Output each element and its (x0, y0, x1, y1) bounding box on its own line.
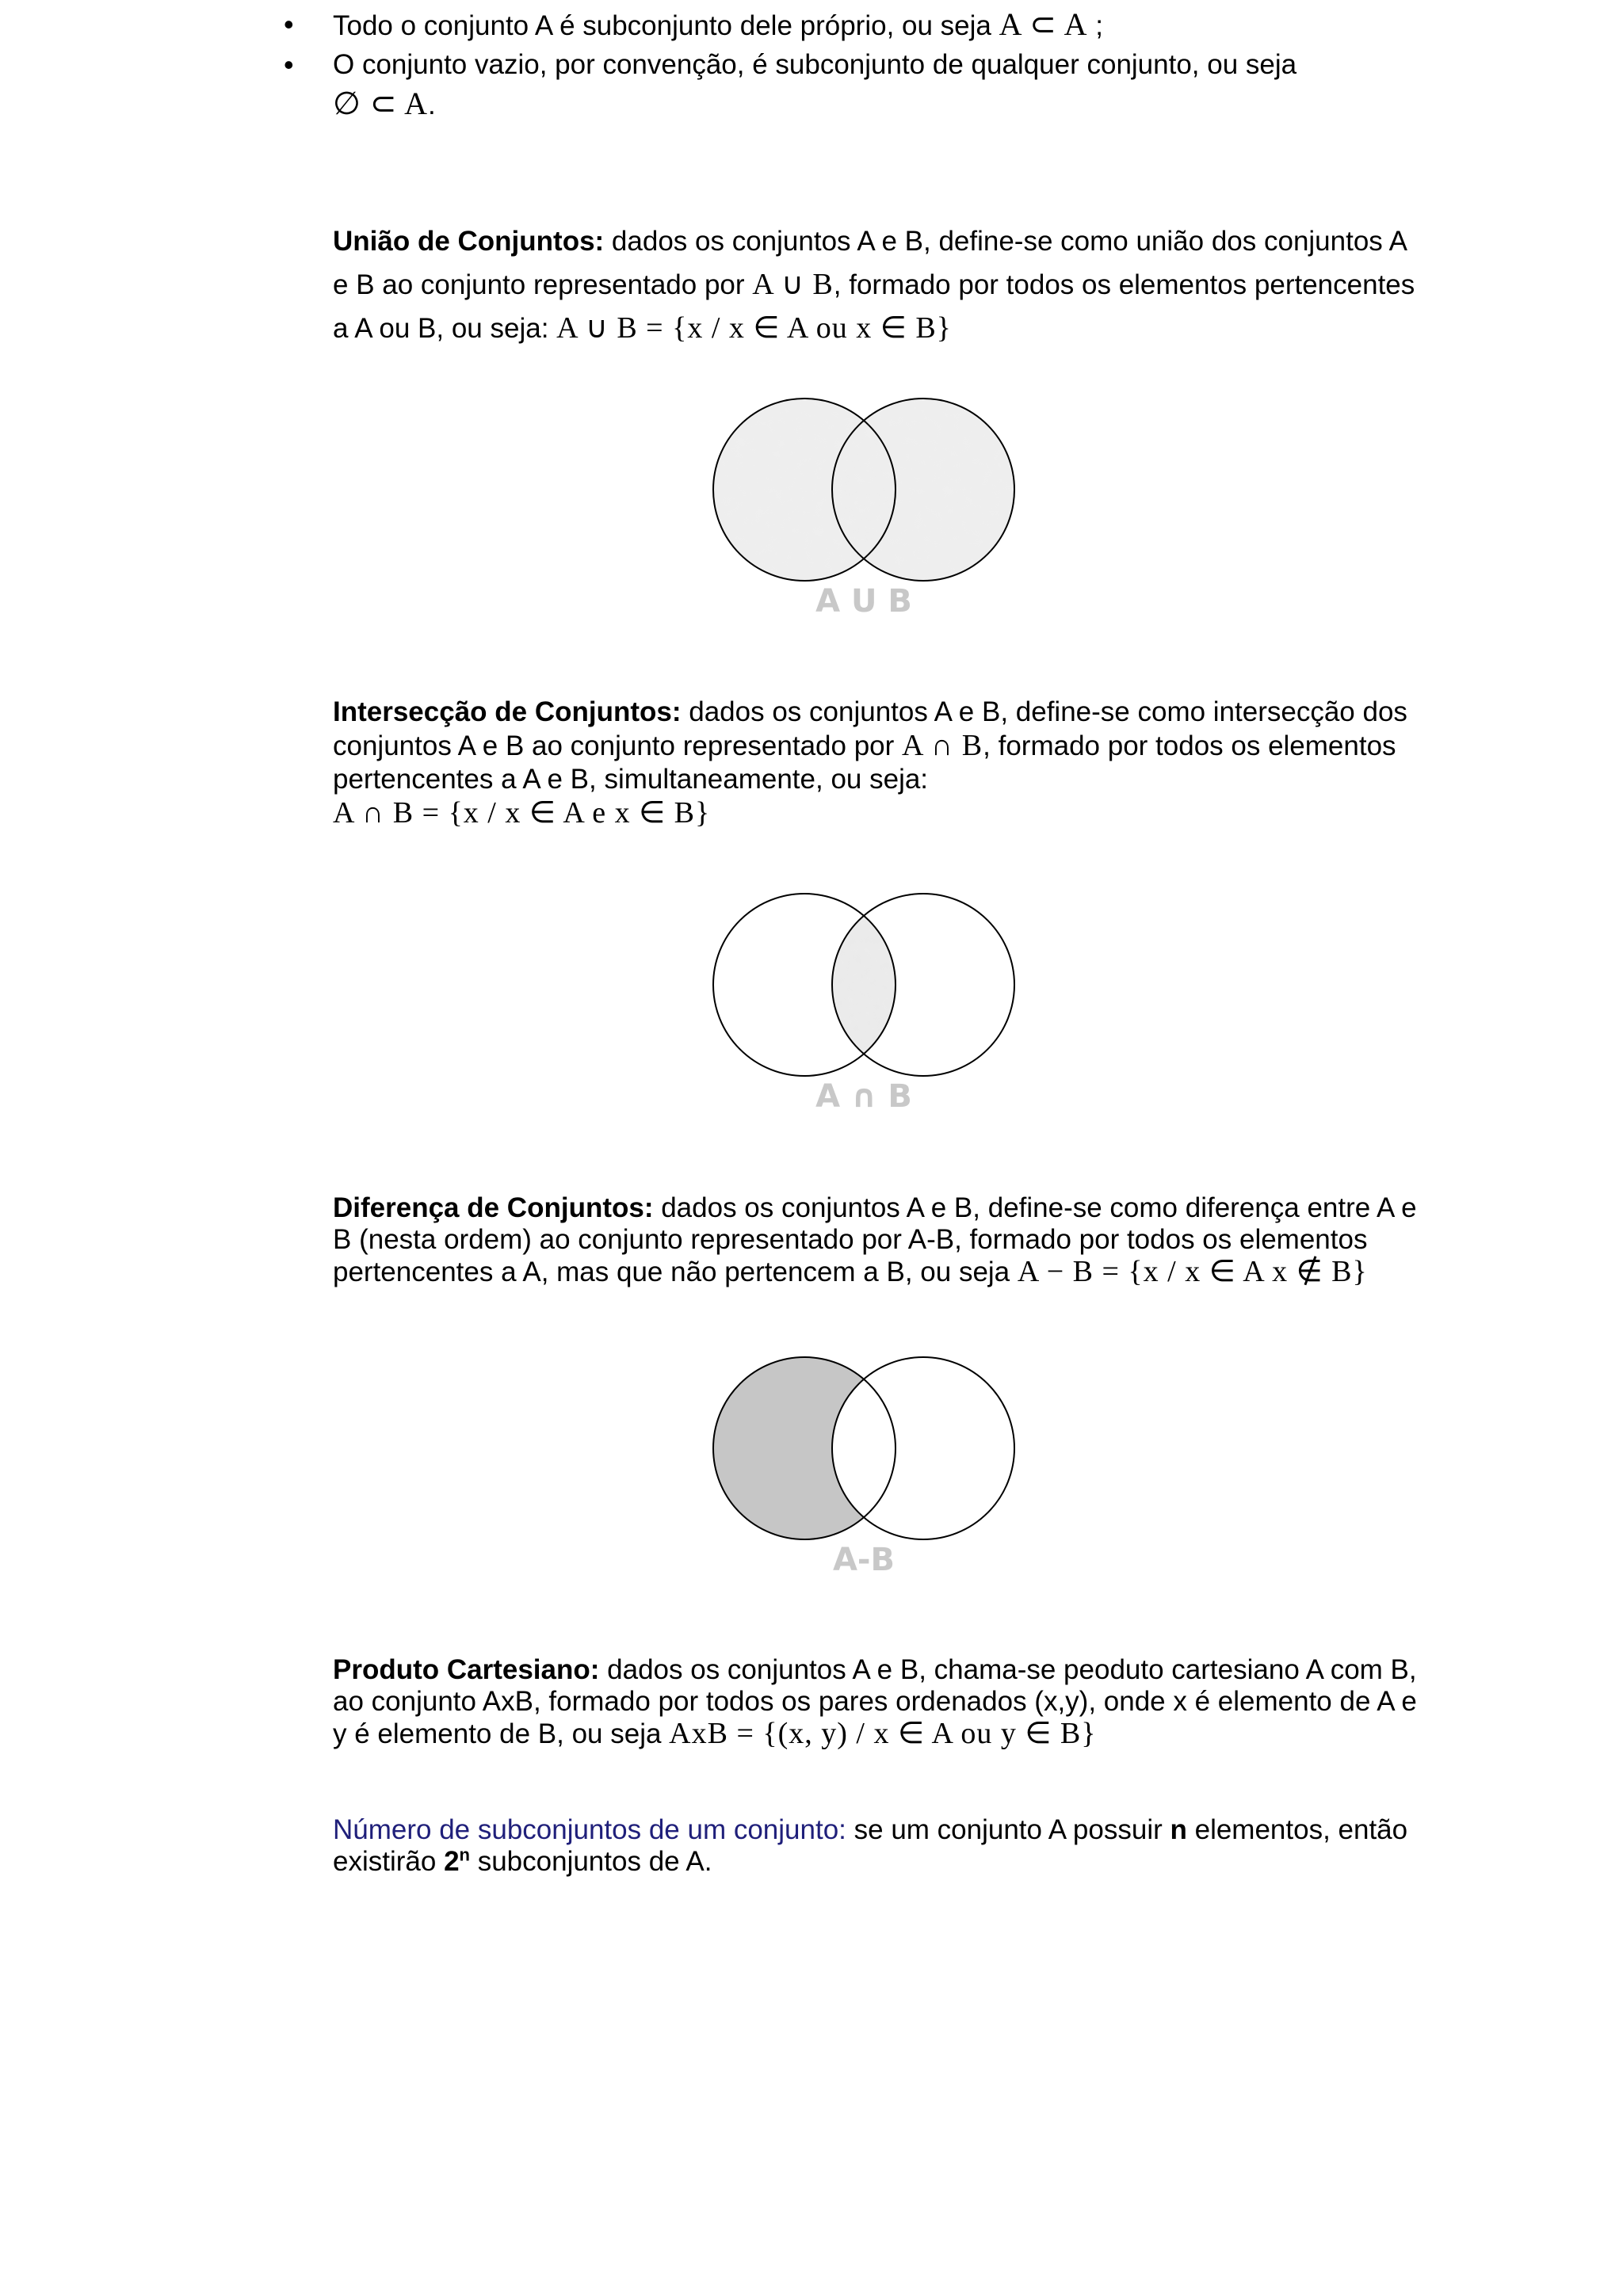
intersection-diagram-label: A ∩ B (815, 1078, 912, 1115)
intersection-fill (832, 894, 1014, 1076)
union-venn-diagram (705, 388, 1022, 634)
difference-text: dados os conjuntos A e B, define-se como diferença entre A e B (nesta ordem) ao conjunto representado por A-B, formado por todos os elementos pertencentes a A, mas que não pertencem a B, ou seja (333, 1192, 1417, 1287)
union-text: dados os conjuntos A e B, define-se como união dos conjuntos A e B ao conjunto representado por (333, 226, 1407, 300)
intersection-title: Intersecção de Conjuntos: (333, 696, 682, 727)
subsets-title: Número de subconjuntos de um conjunto: (333, 1814, 846, 1845)
difference-diagram-label: A-B (832, 1542, 896, 1578)
cartesian-text: dados os conjuntos A e B, chama-se peoduto cartesiano A com B, ao conjunto AxB, formado por todos os pares ordenados (x,y), onde x é elemento de A e y é elemento de B, ou seja (333, 1654, 1417, 1749)
difference-venn-diagram (705, 1347, 1022, 1592)
union-text-2: , formado por todos os elementos pertencentes a A ou B, ou seja: (333, 269, 1415, 344)
intersection-text-2: , formado por todos os elementos pertencentes a A e B, simultaneamente, ou seja: (333, 730, 1396, 795)
cartesian-formula: AxB = {(x, y) / x ∈ A ou y ∈ B} (669, 1717, 1097, 1750)
difference-formula: A − B = {x / x ∈ A x ∉ B} (1017, 1255, 1368, 1288)
subsets-text-3: subconjuntos de A. (469, 1846, 712, 1877)
formula-a-subset-a: A ⊂ A (999, 6, 1088, 42)
bullet-suffix: . (428, 90, 436, 120)
cartesian-title: Produto Cartesiano: (333, 1654, 600, 1685)
union-paragraph (333, 220, 1419, 350)
subsets-base: 2 (444, 1846, 460, 1877)
formula-empty-subset-a: ∅ ⊂ A (333, 86, 429, 121)
difference-title: Diferença de Conjuntos: (333, 1192, 654, 1223)
union-title: União de Conjuntos: (333, 226, 605, 257)
intersection-text: dados os conjuntos A e B, define-se como intersecção dos conjuntos A e B ao conjunto representado por (333, 696, 1407, 761)
subsets-text-2: elementos, então existirão (333, 1814, 1408, 1877)
union-symbol: A ∪ B (752, 268, 834, 301)
bullet-text: O conjunto vazio, por convenção, é subconjunto de qualquer conjunto, ou seja (333, 49, 1297, 80)
subsets-n: n (1170, 1814, 1187, 1845)
union-formula: A ∪ B = {x / x ∈ A ou x ∈ B} (556, 311, 952, 345)
intersection-symbol: A ∩ B (902, 729, 983, 762)
subsets-exponent: n (459, 1844, 470, 1865)
cartesian-paragraph (333, 1654, 1419, 1750)
bullet-empty-set (284, 45, 1425, 124)
union-fill (713, 399, 1014, 581)
union-diagram-label: A U B (815, 583, 912, 620)
difference-paragraph (333, 1192, 1419, 1288)
difference-fill (713, 1357, 896, 1539)
subsets-text: se um conjunto A possuir (846, 1814, 1170, 1845)
intersection-venn-diagram (705, 883, 1022, 1129)
subset-properties-list (284, 5, 1425, 124)
subsets-paragraph (333, 1814, 1419, 1878)
intersection-paragraph (333, 696, 1419, 830)
bullet-text: Todo o conjunto A é subconjunto dele próprio, ou seja (333, 10, 999, 41)
bullet-self-subset (284, 5, 1425, 45)
bullet-suffix: ; (1095, 10, 1103, 41)
intersection-formula: A ∩ B = {x / x ∈ A e x ∈ B} (333, 796, 711, 830)
